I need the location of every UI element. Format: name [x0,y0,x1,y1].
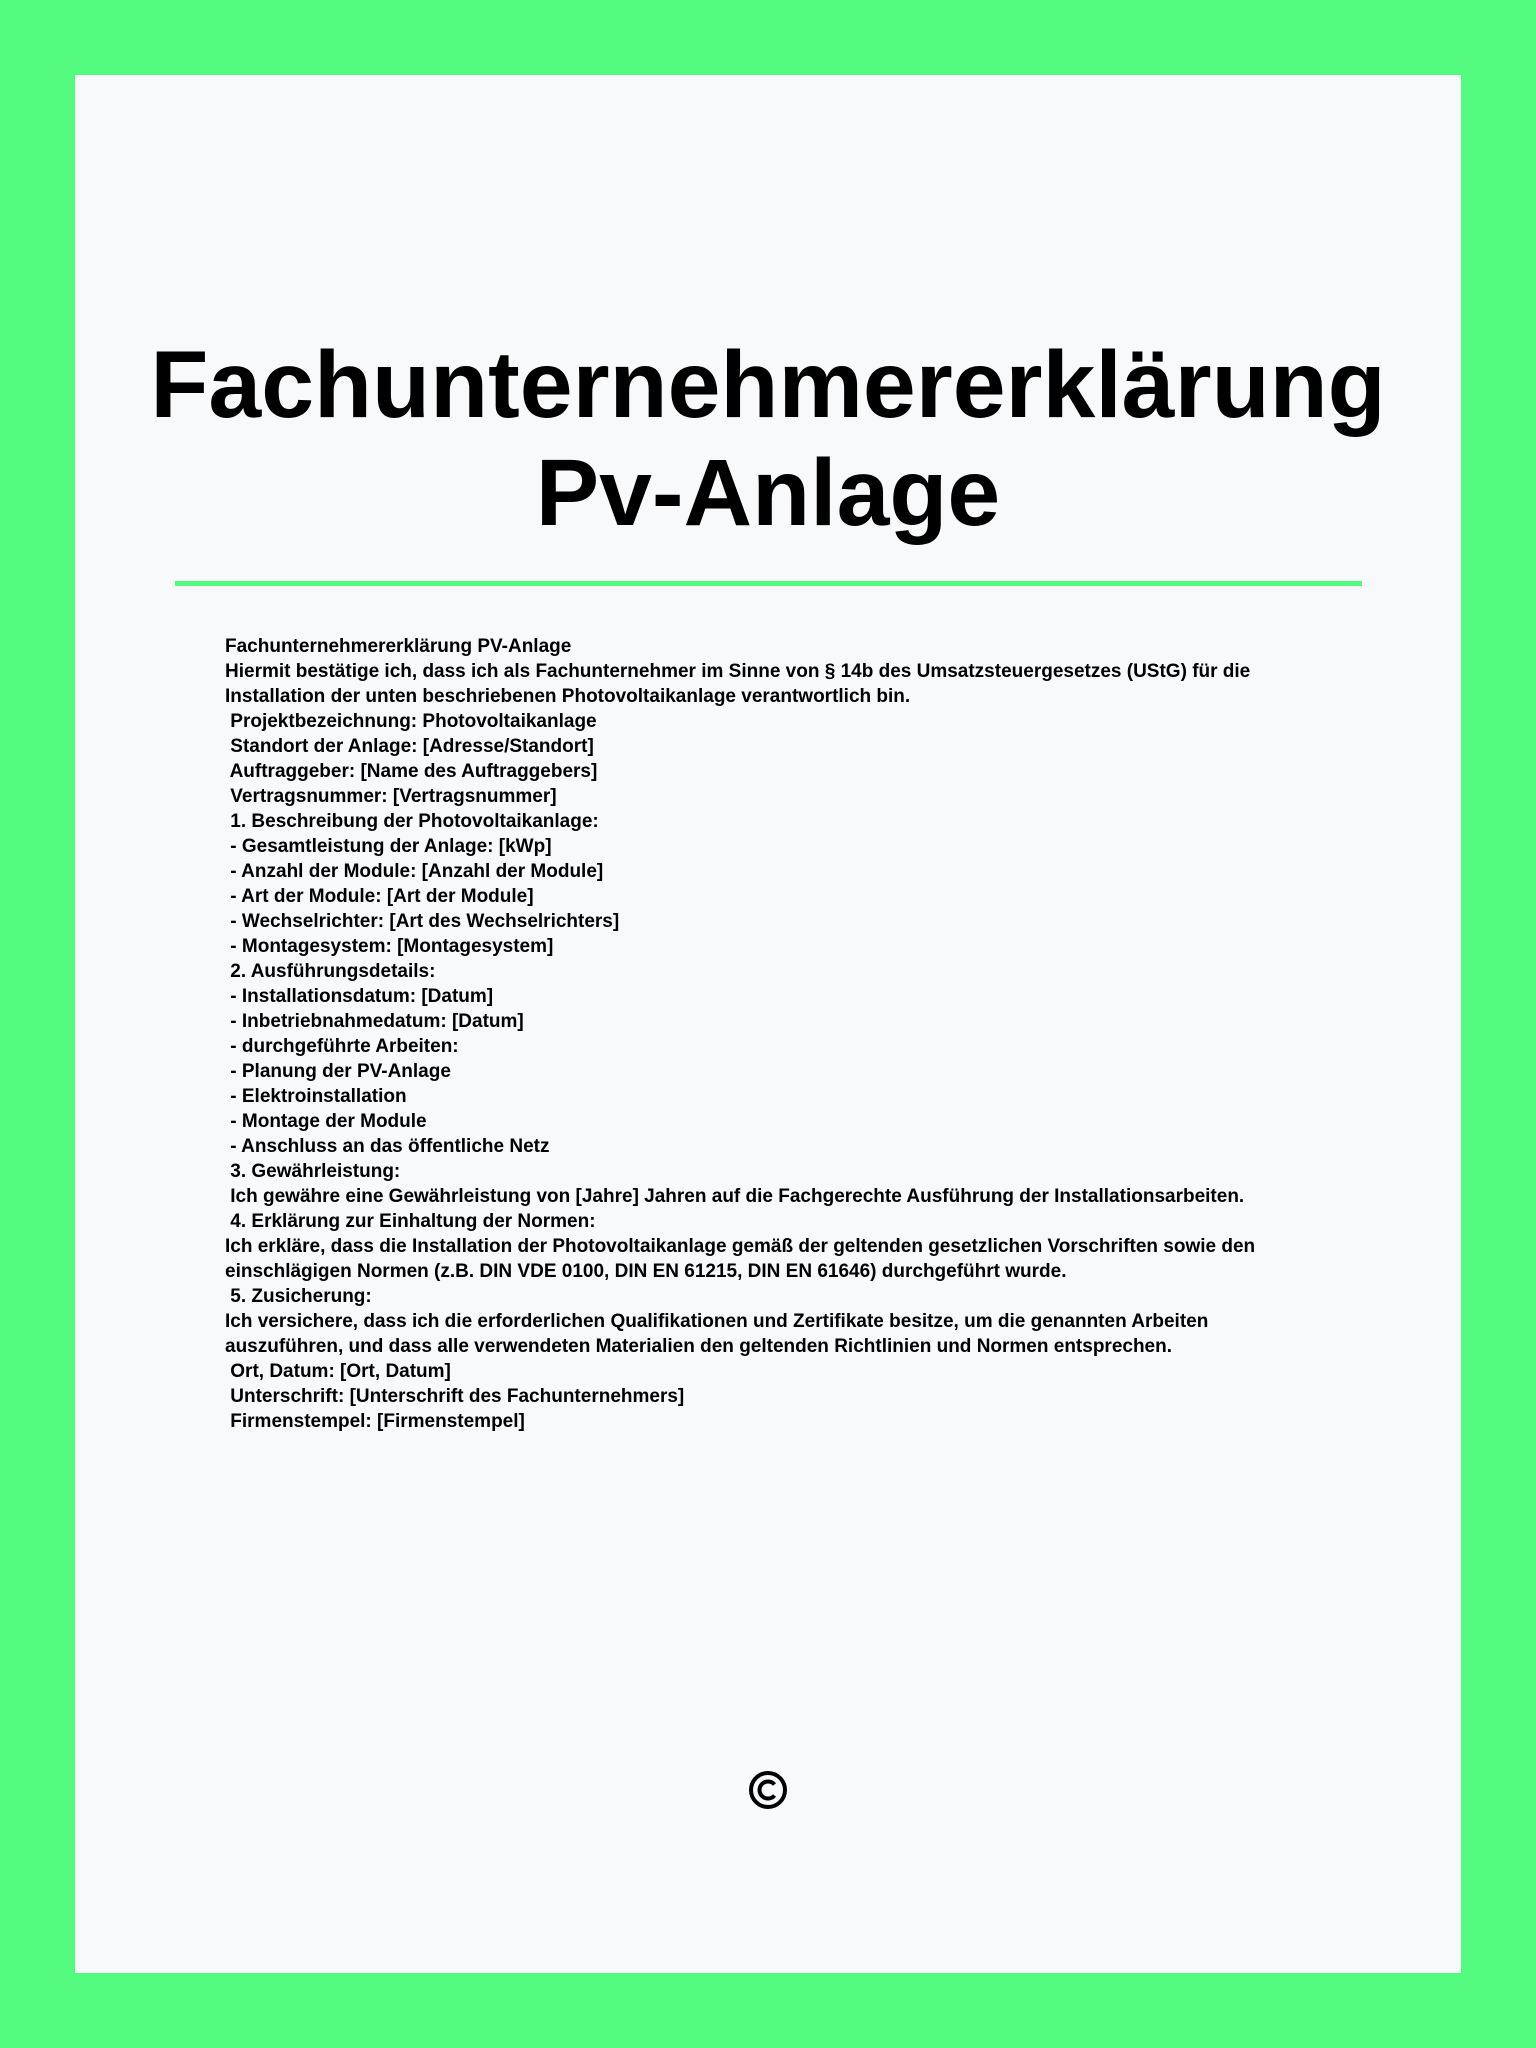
body-line: - Inbetriebnahmedatum: [Datum] [225,1011,524,1032]
body-line: - Anzahl der Module: [Anzahl der Module] [225,861,604,882]
body-line: einschlägigen Normen (z.B. DIN VDE 0100, DIN EN 61215, DIN EN 61646) durchgeführt wurde. [225,1261,1067,1282]
body-line: - Montagesystem: [Montagesystem] [225,936,554,957]
body-line: - Gesamtleistung der Anlage: [kWp] [225,836,552,857]
title-divider [175,581,1362,586]
body-line: - Montage der Module [225,1111,427,1132]
body-line: Vertragsnummer: [Vertragsnummer] [225,786,557,807]
body-line: Fachunternehmererklärung PV-Anlage [225,636,572,657]
body-line: Standort der Anlage: [Adresse/Standort] [225,736,594,757]
body-line: Installation der unten beschriebenen Photovoltaikanlage verantwortlich bin. [225,686,911,707]
body-line: Ich versichere, dass ich die erforderlichen Qualifikationen und Zertifikate besitze, um die genannten Arbeiten [225,1311,1209,1332]
body-line: Unterschrift: [Unterschrift des Fachunternehmers] [225,1386,685,1407]
copyright-symbol [75,1770,1461,1815]
body-line: - Art der Module: [Art der Module] [225,886,534,907]
body-line: - Installationsdatum: [Datum] [225,986,494,1007]
body-line: Projektbezeichnung: Photovoltaikanlage [225,711,597,732]
body-line: Ort, Datum: [Ort, Datum] [225,1361,451,1382]
body-line: - Anschluss an das öffentliche Netz [225,1136,550,1157]
body-line: - Wechselrichter: [Art des Wechselrichters] [225,911,620,932]
body-line: 3. Gewährleistung: [225,1161,401,1182]
body-line: 5. Zusicherung: [225,1286,372,1307]
copyright-icon [748,1770,788,1810]
body-line: - Elektroinstallation [225,1086,407,1107]
title-line-2: Pv-Anlage [535,440,1001,546]
body-line: Ich gewähre eine Gewährleistung von [Jahre] Jahren auf die Fachgerechte Ausführung der Installationsarbeiten. [225,1186,1245,1207]
title-line-1: Fachunternehmererklärung [150,332,1386,438]
document-body [225,634,1385,1434]
body-line: 1. Beschreibung der Photovoltaikanlage: [225,811,599,832]
body-line: Auftraggeber: [Name des Auftraggebers] [225,761,598,782]
body-line: Firmenstempel: [Firmenstempel] [225,1411,525,1432]
body-line: auszuführen, und dass alle verwendeten Materialien den geltenden Richtlinien und Normen entsprechen. [225,1336,1173,1357]
body-line: 4. Erklärung zur Einhaltung der Normen: [225,1211,596,1232]
body-line: Ich erkläre, dass die Installation der Photovoltaikanlage gemäß der geltenden gesetzlichen Vorschriften sowie den [225,1236,1256,1257]
body-line: - Planung der PV-Anlage [225,1061,451,1082]
body-line: 2. Ausführungsdetails: [225,961,436,982]
body-line: Hiermit bestätige ich, dass ich als Fachunternehmer im Sinne von § 14b des Umsatzsteuergesetzes (UStG) für die [225,661,1251,682]
body-line: - durchgeführte Arbeiten: [225,1036,459,1057]
document-title [75,331,1461,547]
document-page [75,75,1461,1973]
